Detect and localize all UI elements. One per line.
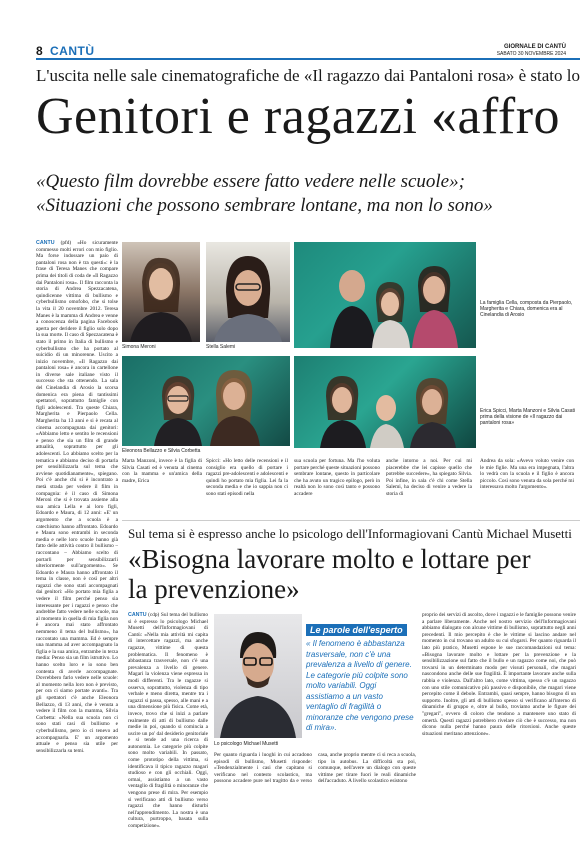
article-column-6: Andrea da sola: «Avevo voluto venire con le mie figlie. Ma una era impegnata, l'altra lo vedrà con la scuola e il figlio è ancora piccolo. Così sono venuta da sola perché mi interessava molto l'argomento». [480,458,574,491]
interview-column-2: Per quanto riguarda i luoghi in cui accadono episodi di bullismo, Musetti risponde: «Tendenzialmente i casi che capitano si verificano nel contesto scolastico, ma possono accadere pure nel tragitto da e verso casa, anche proprio mentre ci si reca a scuola, tipo in autobus. La difficoltà sta poi, comunque, nell'avere un dialogo con queste vittime per tirare fuori le reali dinamiche dell'accaduto. A livello scolastico esistono [214,752,416,785]
article-subhead [36,170,580,218]
caption-photo-6: Lo psicologo Michael Musetti [214,741,279,747]
photo-cella-family [294,242,476,348]
article-column-4: sua scuola per fortuna. Ma l'ho voluta portare perché queste situazioni possono sembrare lontane, questo in particolare che ha avuto un tragico epilogo, però in realtà non lo sono così tanto e possono accadere [294,458,380,497]
caption-photo-2: Stella Salemi [206,344,236,350]
article-column-2: Marta Manzoni, invece è la figlia di Silvia Casati ed è venuta al cinema con la mamma e un'amica della madre, Erica [122,458,202,484]
interview-column-1 [128,612,208,838]
page-header [0,0,580,62]
article-column-3: Spicci: «Ho letto delle recensioni e il consiglio era quello di portare i ragazzi pre-adolescenti e adolescenti e quindi ho portato mia figlia. Lei fa la seconda media e che io sappia non ci sono stati episodi nella [206,458,288,497]
caption-photo-5: Erica Spicci, Marta Manzoni e Silvia Casati prima della visione de «Il ragazzo dai pantaloni rosa» [480,408,576,426]
group-people-icon [122,356,290,446]
caption-photo-3: La famiglia Cella, composta da Pierpaolo, Margherita e Chiara, domenica era al Cinelandia di Arosio [480,300,573,318]
photo-stella-salemi [206,242,290,342]
group-people-icon [294,242,476,348]
subhead-line-1: «Questo film dovrebbe essere fatto vedere nelle scuole»; [36,171,465,192]
interview-kicker: Sul tema si è espresso anche lo psicologo dell'Informagiovani Cantù Michael Musetti [128,526,572,541]
quote-box-text: « Il fenomeno è abbastanza trasversale, non c'è una prevalenza a livello di genere. Le categorie più colpite sono molto variabili. Oggi assistiamo a un vasto ventaglio di fragilità o minoranze che vengono prese di mira». [306,639,414,732]
person-silhouette-icon [122,242,200,342]
column-text: (cdp) Sul tema del bullismo si è espresso lo psicologo Michael Musetti dell'Informagiovani di Cantù: «Nella mia attività mi capita di intercettare ragazzi, ma anche ragazze, vittime di questa problematica. Il fenomeno è abbastanza trasversale, non c'è una prevalenza a livello di genere. Magari la violenza viene espressa in modi differenti. Tra le ragazze si osserva, soprattutto, violenza di tipo verbale e meno diretta, mentre tra i ragazzi si passa, spesso, alle mani e a una dimensione più fisica. Come età, invece, trovo che si inizi a parlare realmente di atti di bullismo dalle medie in poi, quando si comincia a uscire un po' dal desiderio genitoriale e si tende ad una ricerca di autonomia. Le categorie più colpite sono molto variabili. In passato, come prototipo della vittima, si identificava il tipico ragazzo magari studioso e con gli occhiali. Oggi, ormai, assistiamo a un vasto ventaglio di fragilità o minoranze che vengono prese di mira. Per esempio si verificano atti di bullismo verso ragazzi che hanno disturbi nell'apprendimento. La nostra è una cultura, purtroppo, basata sulla competizione». [128,612,208,829]
column-text: (pfd) «Ho sicuramente commesso molti errori con mio figlio. Ma forse indossare un paio di pantaloni rosa non è tra questi»: è la frase di Teresa Manes che compare prima dei titoli di coda de «Il Ragazzo dai Pantaloni rosa». Il film racconta la storia di Andrea Spezzacatena, quindicenne vittima di bullismo e cyberbullismo omofobo, che si tolse la vita il 20 novembre 2012. Teresa Manes è la mamma di Andrea e venne a conoscenza della pagina Facebook aperta per deridere il figlio solo dopo la sua morte. Il caso di Spezzacatena è stato il primo in Italia di bullismo e cyberbullismo che ha portato al suicidio di un minorenne. Uscito a inizio novembre, «Il Ragazzo dai pantaloni rosa» è ancora in cartellone in diverse sale italiane visto il successo che sta ottenendo. La sala del Cinelandia di Arosio la scorsa domenica era piena di tantissimi spettatori, soprattutto famiglie con figli adolescenti. Tra queste Chiara, Margherita e Pierpaolo Cella. Margherita ha 13 anni e si è recata al cinema accompagnata dai genitori: «Abbiamo letto e sentito le recensioni e penso che sia un film di grande attualità, soprattutto per gli adolescenti. Lo abbiamo scelto per la tematica e abbiamo deciso di portarla per sensibilizzarla sul tema che avviene quotidianamente», spiegano. Poi c'è anche chi si è incontrato a metà strada per vedere il film in compagnia: è il caso di Simona Meroni che si è trovata assieme alla sua amica Lella e ai loro figli, Edoardo e Maura, di 12 anni: «E' un argomento che a scuola è a catechismo hanno affrontato. Edoardo e Maura sono entrambi in seconda media e nelle loro scuole hanno già fatto delle attività contro il bullismo – raccontano – Abbiamo scelto di portarli per sensibilizzarli ulteriormente sull'argomento». Se Edoardo e Maura hanno affrontato il tema in classe, non è così per altri ragazzi che sono stati accompagnati dai genitori: «Ho portato mia figlia a vedere il film perché penso sia interessante per i ragazzi e penso che andrebbe fatto vedere nelle scuole, ma al momento in quella di mia figlia non è ancora mai stato affrontato nemmeno il tema del bullismo», ha raccontato una mamma. Ed è sempre una mamma ad aver accompagnato la figlia e la sua amica, entrambe in terza media: Penso sia un film istruttivo. Lo hanno scelto loro e io sono ben contenta di averle accompagnate. Dovrebbero farlo vedere nelle scuole: al momento nella loro non è previsto, per ora ci siamo portate avanti». Tra gli spettatori c'è anche Eleonora Bellazzo, di 13 anni, che è venuta a vedere il film con la mamma, Silvia Corbetta: «Nella sua scuola non ci sono stati casi di bullismo e cyberbullismo, pero io ci tenevo ad accompagnarla. E' un argomento attuale e penso sia utile per sensibilizzarla su temi. [36,240,118,754]
caption-photo-1: Simona Meroni [122,344,156,350]
quote-box-title: Le parole dell'esperto [306,624,407,636]
section-divider [122,520,580,521]
photo-simona-meroni [122,242,200,342]
section-title: CANTÙ [50,44,95,58]
group-people-icon [294,356,476,448]
header-rule [36,58,580,60]
page-number: 8 [36,44,43,58]
masthead [497,44,566,58]
dateline: CANTÙ [36,240,55,246]
person-silhouette-icon [206,242,290,342]
photo-spicci-manzoni-casati [294,356,476,448]
caption-photo-4: Eleonora Bellazzo e Silvia Corbetta [122,448,201,454]
dateline: CANTÙ [128,612,147,618]
paper-name: GIORNALE DI CANTÙ [504,44,566,50]
expert-quote-box [306,620,416,770]
article-column-1 [36,240,118,842]
article-kicker: L'uscita nelle sale cinematografiche de «Il ragazzo dai Pantaloni rosa» è stato lo [36,66,580,85]
article-headline: Genitori e ragazzi «affro [36,88,561,145]
interview-column-3: proprio dei servizi di ascolto, dove i ragazzi e le famiglie possono venire a parlare liberamente. Anche nel nostro servizio dell'Informagiovani abbiamo dialogato con alcune vittime di bullismo, soprattutto negli anni precedenti. Il mio percepito è che le vittime si lascino andare nel momento in cui trovano un adulto su cui sfogarsi. Per quanto riguarda il lato più pratico, Musetti espone le sue raccomandazioni sul tema: «Bisogna lavorare molto e lottare per la prevenzione e la sensibilizzazione sul fatto che il bullo e un ragazzo come noi, che può trovarsi in un determinato modo per vissuti personali, che magari nascondono anche delle sue fragilità. È importante lavorare anche sulla rabbia e violenza. Dall'altro lato, come vittima, spesso c'è un ragazzo con uno stile comunicativo più passivo e disponibile, che magari viene percepito come il debole. Entrambi, quasi sempre, hanno bisogno di un supporto. Inoltre, gli atti di bullismo spesso si verificano all'interno di dinamiche di gruppo e, oltre al bullo, troviamo anche le figure dei "gregari", ovvero di coloro che tendono a mantenere uno stato di omertà. Questi ragazzi potrebbero rivelare ciò che è successo, ma non dicono nulla perché hanno paura delle ritorsioni. Anche queste situazioni meritano attenzione». [422,612,576,737]
photo-bellazzo-corbetta [122,356,290,446]
subhead-line-2: «Situazioni che possono sembrare lontane, ma non lo sono» [36,195,493,216]
interview-headline: «Bisogna lavorare molto e lottare per la prevenzione» [128,544,531,604]
photo-michael-musetti [214,614,302,738]
issue-date: SABATO 30 NOVEMBRE 2024 [496,51,566,57]
article-column-5: anche intorno a noi. Per cui mi piacerebbe che lei capisse quello che potrebbe succedere», ha spiegato Silvia. Poi infine, in sala c'è chi come Stella Salemi, ha deciso di venire a vedere la storia di [386,458,472,497]
person-silhouette-icon [214,614,302,738]
